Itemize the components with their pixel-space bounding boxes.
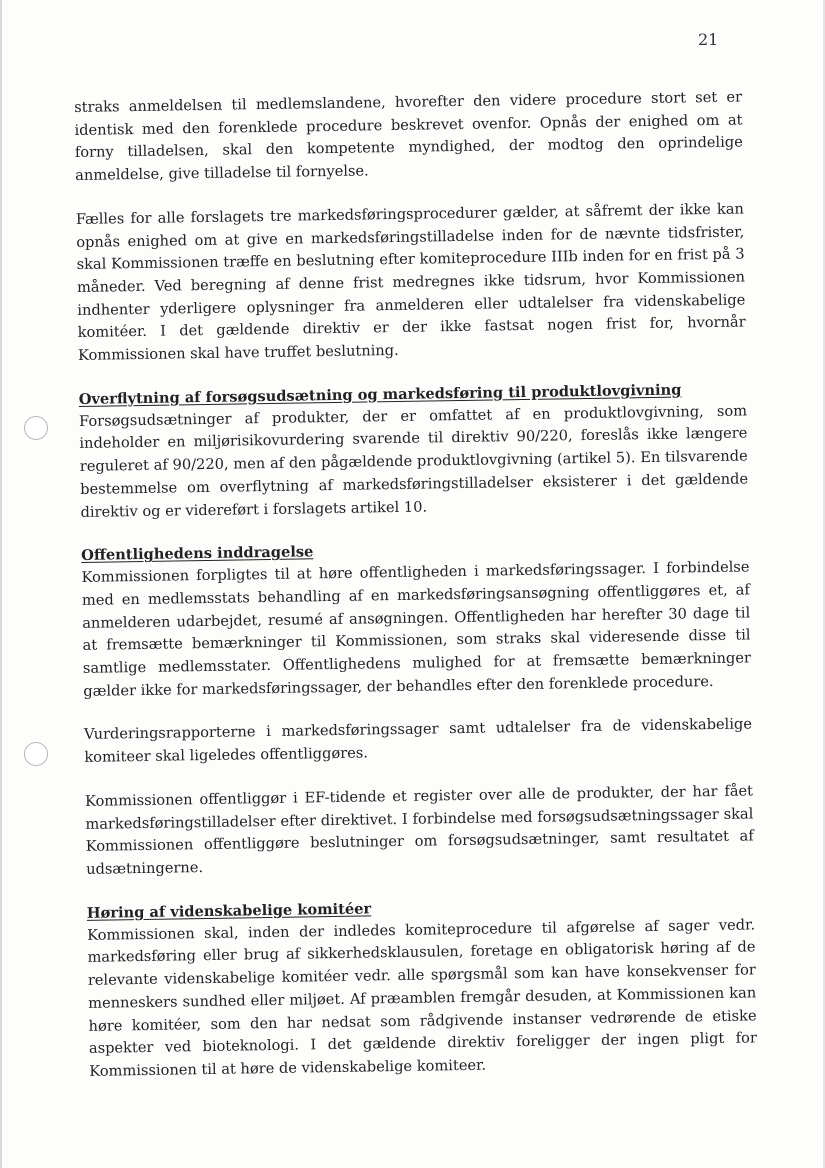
paragraph-offentlighed-3: Kommissionen offentliggør i EF-tidende et register over alle de produkter, der har fået markedsføringstilladelser efter direktivet. I forbindelse med forsøgsudsætningssager skal Kommissionen offentliggøre beslutninger om forsøgsudsætninger, samt resultatet af udsætningerne. [84, 782, 754, 878]
paragraph-offentlighed-2: Vurderingsrapporterne i markedsføringssager samt udtalelser fra de videnskabelige komiteer skal ligeledes offentliggøres. [83, 715, 753, 767]
section-heading-overflytning: Overflytning af forsøgsudsætning og markedsføring til produktlovgivning [78, 381, 682, 408]
paragraph-overflytning-1: Forsøgsudsætninger af produkter, der er omfattet af en produktlovgivning, som indeholder en miljørisikovurdering svarende til direktiv 90/220, foreslås ikke længere reguleret af 90/220, men af den pågældende produktlovgivning (artikel 5). En tilsvarende bestemmelse om overflytning af markedsføringstilladelser eksisterer i det gældende direktiv og er videreført i forslagets artikel 10. [78, 402, 749, 521]
page-edge-left [0, 0, 2, 1168]
paragraph-offentlighed-1: Kommissionen forpligtes til at høre offentligheden i markedsføringssager. I forbindelse med en medlemsstats behandling af en markedsføringsansøgning offentliggøres et, af anmelderen udarbejdet, resumé af ansøgningen. Offentligheden har herefter 30 dage til at fremsætte bemærkninger til Kommissionen, som straks skal videresende disse til samtlige medlemsstater. Offentlighedens mulighed for at fremsætte bemærkninger gælder ikke for markedsføringssager, der behandles efter den forenklede procedure. [81, 558, 752, 700]
paragraph-intro-2: Fælles for alle forslagets tre markedsføringsprocedurer gælder, at såfremt der ikke kan opnås enighed om at give en markedsføringstilladelse inden for de nævnte tidsfrister, skal Kommissionen træffe en beslutning efter komiteprocedure IIIb inden for en frist på 3 måneder. Ved beregning af denne frist medregnes ikke tidsrum, hvor Kommissionen indhenter yderligere oplysninger fra anmelderen eller udtalelser fra videnskabelige komitéer. I det gældende direktiv er der ikke fastsat nogen frist for, hvornår Kommissionen skal have truffet beslutning. [75, 200, 746, 364]
paragraph-intro-1: straks anmeldelsen til medlemslandene, hvorefter den videre procedure stort set er identisk med den forenklede procedure beskrevet ovenfor. Opnås der enighed om at forny tilladelsen, skal den kompetente myndighed, der modtog den oprindelige anmeldelse, give tilladelse til fornyelse. [74, 88, 743, 185]
paragraph-hoering-1: Kommissionen skal, inden der indledes komiteprocedure til afgørelse af sager vedr. markedsføring eller brug af sikkerhedsklausulen, foretage en obligatorisk høring af de relevante videnskabelige komitéer vedr. alle spørgsmål som kan have konsekvenser for menneskers sundhed eller miljøet. Af præamblen fremgår desuden, at Kommissionen kan høre komitéer, som den har nedsat som rådgivende instanser vedrørende de etiske aspekter ved bioteknologi. I det gældende direktiv foreligger der ingen pligt for Kommissionen til at høre de videnskabelige komiteer. [87, 916, 757, 1080]
section-heading-offentlighed: Offentlighedens inddragelse [81, 543, 314, 565]
document-body [74, 87, 757, 1084]
punch-hole-upper [24, 416, 48, 440]
punch-hole-lower [24, 742, 48, 766]
section-heading-hoering: Høring af videnskabelige komitéer [86, 900, 372, 922]
page-number: 21 [698, 30, 719, 49]
